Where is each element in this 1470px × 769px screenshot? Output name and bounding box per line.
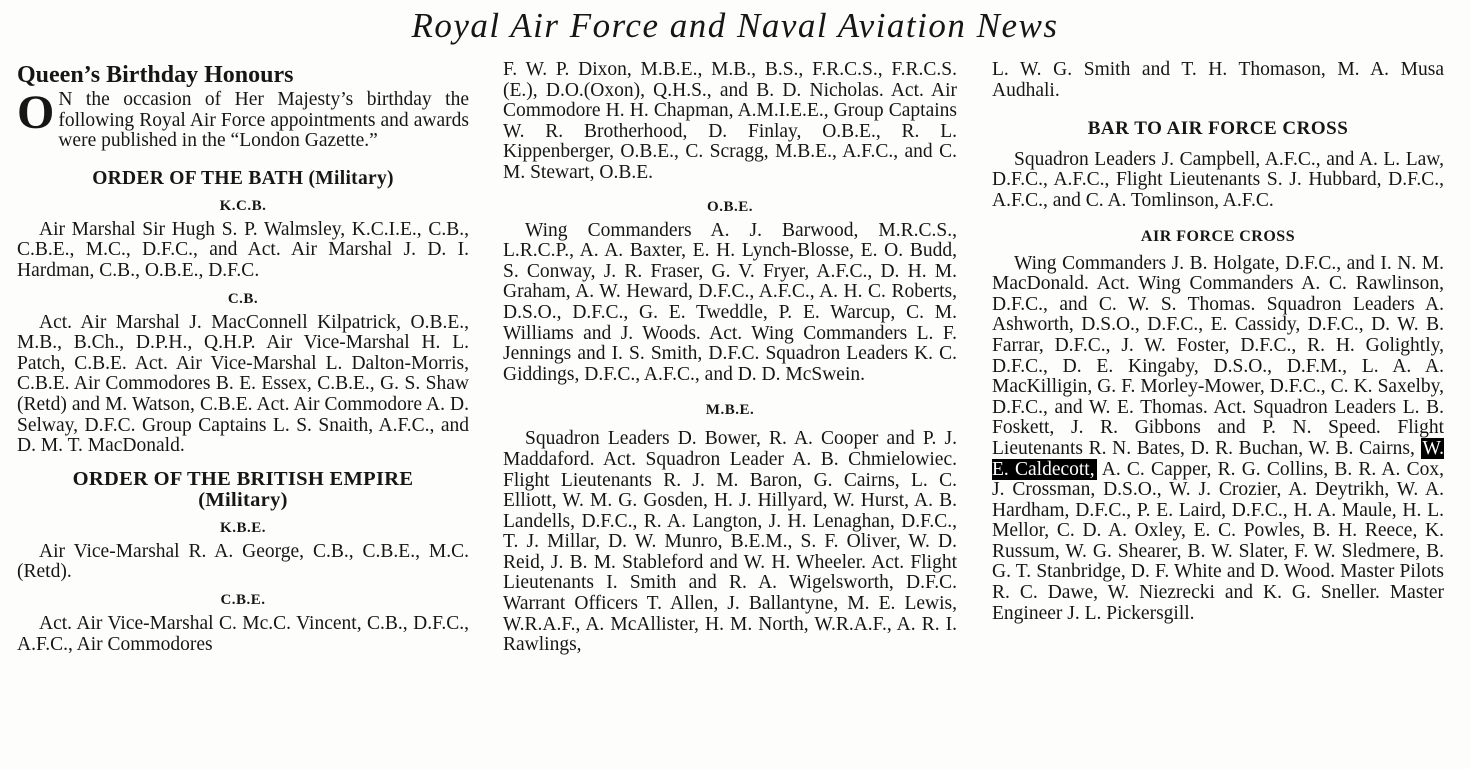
heading-air-force-cross: AIR FORCE CROSS [1140, 227, 1296, 245]
column-2 [503, 60, 957, 656]
heading-cb: C.B. [227, 290, 259, 307]
afc-text-part-2: A. C. Capper, R. G. Collins, B. R. A. Cox, J. Crossman, D.S.O., W. J. Crozier, A. Deytrikh, W. A. Hardham, D.F.C., P. E. Laird, D.F.C., H. A. Maule, H. L. Mellor, C. D. A. Oxley, E. C. Powles, B. H. Reece, K. Russum, W. G. Shearer, B. W. Slater, F. W. Sledmere, B. G. T. Stanbridge, D. F. White and D. Wood. Master Pilots R. C. Dawe, W. Niezrecki and K. G. Sneller. Master Engineer J. L. Pickersgill. [992, 458, 1444, 624]
paragraph-bar-to-afc: Squadron Leaders J. Campbell, A.F.C., and A. L. Law, D.F.C., A.F.C., Flight Lieutenants S. J. Hubbard, D.F.C., A.F.C., and C. A. Tomlinson, A.F.C. [992, 148, 1444, 211]
column-3 [992, 60, 1444, 624]
heading-order-of-british-empire: ORDER OF THE BRITISH EMPIRE [72, 467, 414, 490]
article-title: Queen’s Birthday Honours [17, 62, 294, 88]
paragraph-cbe: Act. Air Vice-Marshal C. Mc.C. Vincent, C.B., D.F.C., A.F.C., Air Commodores [17, 612, 469, 655]
lead-paragraph [17, 86, 469, 152]
paragraph-cbe-continued: F. W. P. Dixon, M.B.E., M.B., B.S., F.R.C.S., F.R.C.S.(E.), D.O.(Oxon), Q.H.S., and B. D. Nicholas. Act. Air Commodore H. H. Chapman, A.M.I.E.E., Group Captains W. R. Brotherhood, D. Finlay, O.B.E., R. L. Kippenberger, O.B.E., C. Scragg, M.B.E., A.F.C., and C. M. Stewart, O.B.E. [503, 59, 957, 183]
paragraph-mbe: Squadron Leaders D. Bower, R. A. Cooper and P. J. Maddaford. Act. Squadron Leader A. B. Chmielowiec. Flight Lieutenants R. J. M. Baron, G. Cairns, L. C. Elliott, W. M. G. Gosden, H. J. Hillyard, W. Hurst, A. B. Landells, D.F.C., R. A. Langton, J. H. Lenaghan, D.F.C., T. J. Millar, D. W. Munro, B.E.M., S. F. Oliver, W. D. Reid, J. B. M. Stableford and W. H. Wheeler. Act. Flight Lieutenants I. Smith and R. A. Wigelsworth, D.F.C. Warrant Officers T. Allen, J. Ballantyne, M. E. Lewis, W.R.A.F., A. McAllister, H. M. North, W.R.A.F., A. R. I. Rawlings, [503, 428, 957, 656]
heading-bar-to-air-force-cross: BAR TO AIR FORCE CROSS [1087, 118, 1349, 140]
heading-obe: O.B.E. [707, 198, 753, 215]
drop-cap: O [17, 86, 55, 139]
heading-kcb: K.C.B. [219, 197, 267, 214]
paragraph-obe: Wing Commanders A. J. Barwood, M.R.C.S., L.R.C.P., A. A. Baxter, E. H. Lynch-Blosse, E. O. Budd, S. Conway, J. R. Fraser, G. V. Fryer, A.F.C., D. H. M. Graham, A. W. Heward, D.F.C., A.F.C., A. H. C. Roberts, D.S.O., D.F.C., G. E. Tweddle, P. E. Warcup, C. M. Williams and J. Woods. Act. Wing Commanders L. F. Jennings and I. S. Smith, D.F.C. Squadron Leaders K. C. Giddings, D.F.C., A.F.C., and D. D. McSwein. [503, 219, 957, 385]
paragraph-afc [992, 254, 1444, 625]
heading-mbe: M.B.E. [705, 402, 755, 419]
column-1 [17, 60, 469, 655]
paragraph-kbe: Air Vice-Marshal R. A. George, C.B., C.B.E., M.C. (Retd). [17, 540, 469, 583]
running-head: Royal Air Force and Naval Aviation News [411, 6, 1059, 45]
lead-text: N the occasion of Her Majesty’s birthday the following Royal Air Force appointments and awards were published in the “London Gazette.” [58, 89, 469, 152]
afc-text-part-1: Wing Commanders J. B. Holgate, D.F.C., and I. N. M. MacDonald. Act. Wing Commanders A. C. Rawlinson, D.F.C., and C. W. S. Thomas. Squadron Leaders A. Ashworth, D.S.O., D.F.C., E. Cassidy, D.F.C., D. W. B. Farrar, D.F.C., J. W. Foster, D.F.C., R. H. Golightly, D.F.C., D. E. Kingaby, D.S.O., D.F.M., L. A. A. MacKilligin, G. F. Morley-Mower, D.F.C., C. K. Saxelby, D.F.C., and W. E. Thomas. Act. Squadron Leaders L. B. Foskett, J. R. Gibbons and P. N. Speed. Flight Lieutenants R. N. Bates, D. R. Buchan, W. B. Cairns, [992, 252, 1444, 459]
highlighted-name[interactable]: W. E. Caldecott, [992, 437, 1444, 480]
paragraph-cb: Act. Air Marshal J. MacConnell Kilpatrick, O.B.E., M.B., B.Ch., D.P.H., Q.H.P. Air Vice-Marshal H. L. Patch, C.B.E. Act. Air Vice-Marshal L. Dalton-Morris, C.B.E. Air Commodores B. E. Essex, C.B.E., G. S. Shaw (Retd) and M. Watson, C.B.E. Act. Air Commodore A. D. Selway, D.F.C. Group Captains L. S. Snaith, A.F.C., and D. M. T. MacDonald. [17, 311, 469, 457]
paragraph-kcb: Air Marshal Sir Hugh S. P. Walmsley, K.C.I.E., C.B., C.B.E., M.C., D.F.C., and Act. Air Marshal J. D. I. Hardman, C.B., O.B.E., D.F.C. [17, 218, 469, 281]
heading-order-of-the-bath: ORDER OF THE BATH (Military) [92, 167, 394, 189]
paragraph-mbe-continued: L. W. G. Smith and T. H. Thomason, M. A. Musa Audhali. [992, 59, 1444, 101]
heading-military: (Military) [198, 488, 288, 511]
heading-kbe: K.B.E. [220, 519, 266, 536]
heading-cbe: C.B.E. [220, 591, 266, 608]
